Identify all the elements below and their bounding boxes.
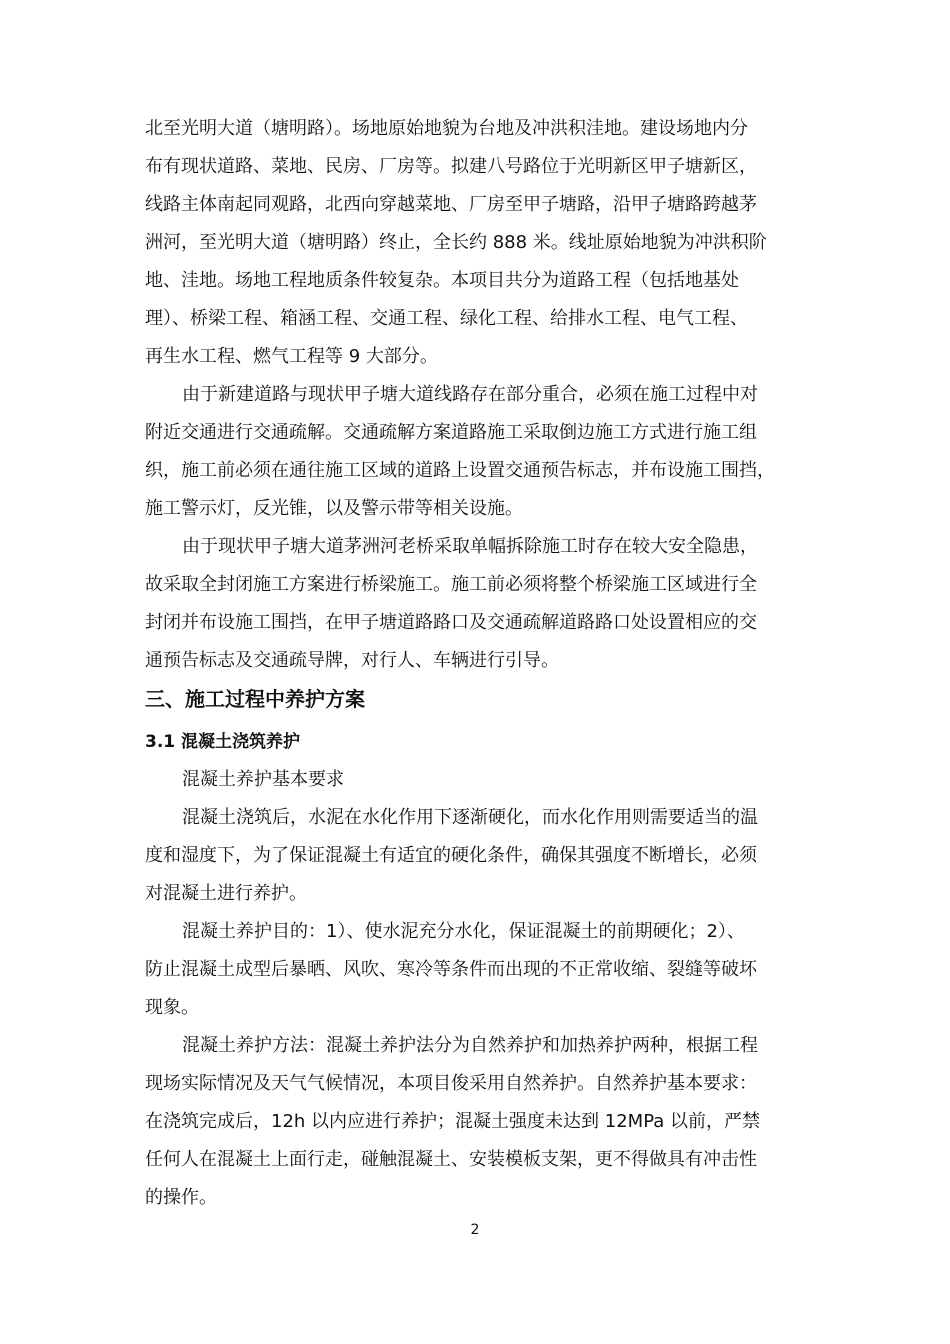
paragraph-2-line-4: 施工警示灯，反光锥，以及警示带等相关设施。 (145, 498, 523, 519)
paragraph-3-line-4: 通预告标志及交通疏导牌，对行人、车辆进行引导。 (145, 650, 559, 671)
paragraph-1-line-6: 理）、桥梁工程、箱涵工程、交通工程、绿化工程、给排水工程、电气工程、 (145, 308, 748, 329)
paragraph-1-line-3: 线路主体南起同观路，北西向穿越菜地、厂房至甲子塘路，沿甲子塘路跨越茅 (145, 194, 757, 215)
paragraph-6-line-1: 混凝土养护方法：混凝土养护法分为自然养护和加热养护两种，根据工程 (182, 1035, 758, 1056)
paragraph-1-line-7: 再生水工程、燃气工程等 9 大部分。 (145, 346, 438, 367)
paragraph-5-line-1: 混凝土养护目的：1）、使水泥充分水化，保证混凝土的前期硬化；2）、 (182, 921, 745, 942)
paragraph-4-line-1: 混凝土浇筑后，水泥在水化作用下逐渐硬化，而水化作用则需要适当的温 (182, 807, 758, 828)
basic-requirements-label: 混凝土养护基本要求 (182, 769, 344, 790)
paragraph-1-line-5: 地、洼地。场地工程地质条件较复杂。本项目共分为道路工程（包括地基处 (145, 270, 739, 291)
subsection-heading: 3.1 混凝土浇筑养护 (145, 732, 301, 752)
paragraph-2-line-3: 织，施工前必须在通往施工区域的道路上设置交通预告标志，并布设施工围挡， (145, 460, 775, 481)
paragraph-3-line-3: 封闭并布设施工围挡，在甲子塘道路路口及交通疏解道路路口处设置相应的交 (145, 612, 757, 633)
paragraph-2-line-2: 附近交通进行交通疏解。交通疏解方案道路施工采取倒边施工方式进行施工组 (145, 422, 757, 443)
paragraph-2-line-1: 由于新建道路与现状甲子塘大道线路存在部分重合，必须在施工过程中对 (182, 384, 758, 405)
paragraph-4-line-2: 度和湿度下，为了保证混凝土有适宜的硬化条件，确保其强度不断增长，必须 (145, 845, 757, 866)
paragraph-4-line-3: 对混凝土进行养护。 (145, 883, 307, 904)
page-number: 2 (470, 1222, 480, 1238)
paragraph-6-line-3: 在浇筑完成后，12h 以内应进行养护；混凝土强度未达到 12MPa 以前，严禁 (145, 1111, 760, 1132)
paragraph-1-line-2: 布有现状道路、菜地、民房、厂房等。拟建八号路位于光明新区甲子塘新区， (145, 156, 757, 177)
paragraph-3-line-1: 由于现状甲子塘大道茅洲河老桥采取单幅拆除施工时存在较大安全隐患， (182, 536, 758, 557)
paragraph-6-line-4: 任何人在混凝土上面行走，碰触混凝土、安装模板支架，更不得做具有冲击性 (145, 1149, 757, 1170)
paragraph-5-line-2: 防止混凝土成型后暴晒、风吹、寒冷等条件而出现的不正常收缩、裂缝等破坏 (145, 959, 757, 980)
section-heading: 三、施工过程中养护方案 (145, 687, 365, 711)
paragraph-3-line-2: 故采取全封闭施工方案进行桥梁施工。施工前必须将整个桥梁施工区域进行全 (145, 574, 757, 595)
paragraph-5-line-3: 现象。 (145, 997, 199, 1018)
paragraph-1-line-4: 洲河，至光明大道（塘明路）终止，全长约 888 米。线址原始地貌为冲洪积阶 (145, 232, 767, 253)
paragraph-6-line-5: 的操作。 (145, 1187, 217, 1208)
paragraph-6-line-2: 现场实际情况及天气气候情况，本项目俊采用自然养护。自然养护基本要求： (145, 1073, 757, 1094)
paragraph-1-line-1: 北至光明大道（塘明路）。场地原始地貌为台地及冲洪积洼地。建设场地内分 (145, 118, 748, 139)
